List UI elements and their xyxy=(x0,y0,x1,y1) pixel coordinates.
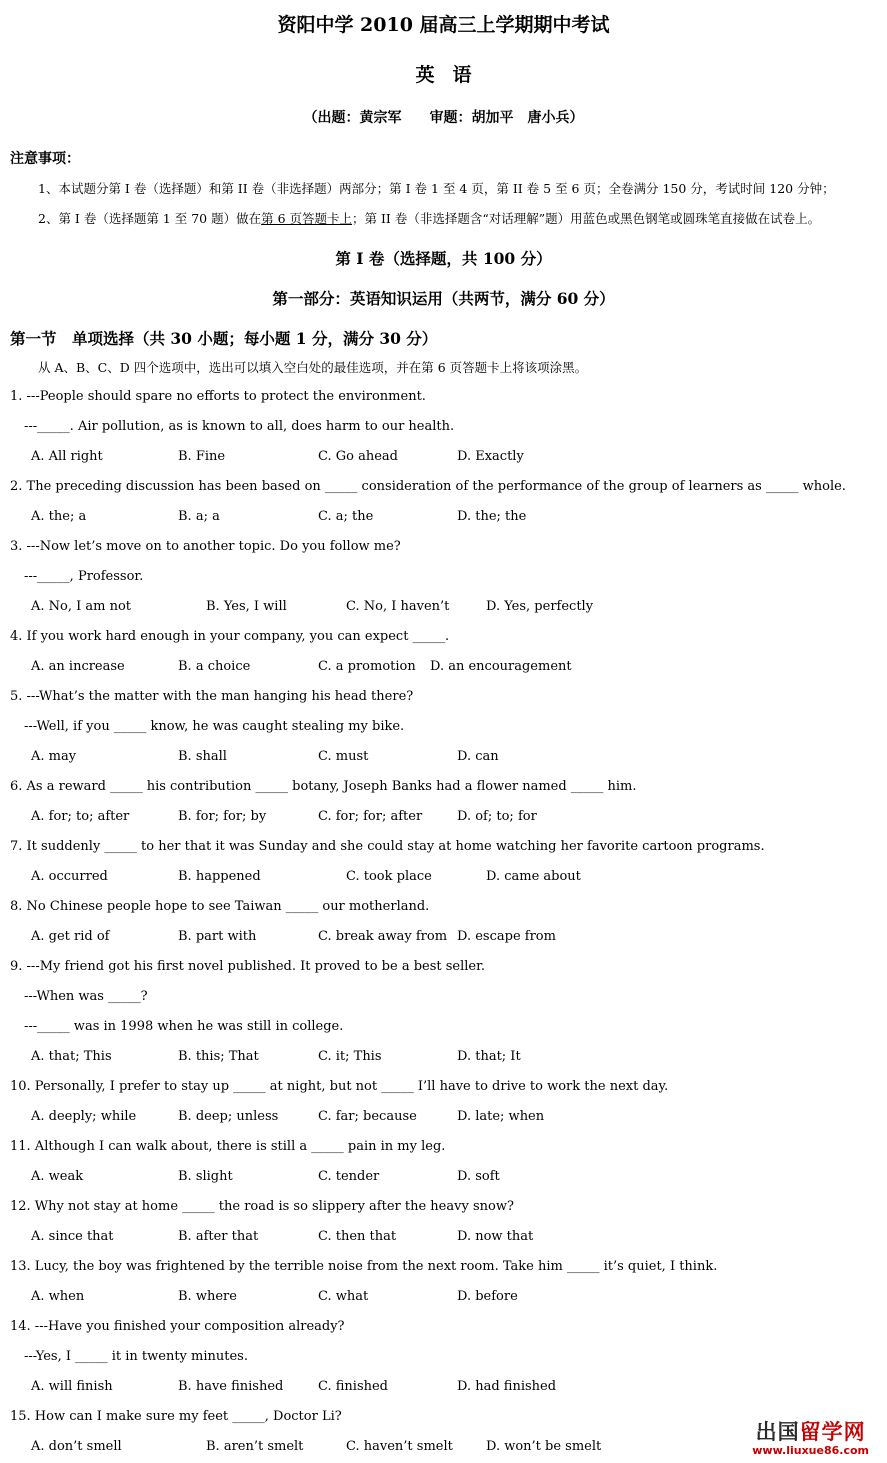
question-13-option-d: D. before xyxy=(457,1289,518,1304)
question-3-line-1: 3. ---Now let’s move on to another topic. Do you follow me? xyxy=(10,539,401,554)
question-14-option-b: B. have finished xyxy=(178,1379,284,1394)
question-8-option-a: A. get rid of xyxy=(31,929,110,944)
question-5-option-b: B. shall xyxy=(178,749,227,764)
question-12-option-b: B. after that xyxy=(178,1229,259,1244)
question-5-option-c: C. must xyxy=(318,749,369,764)
question-1-option-b: B. Fine xyxy=(178,449,226,464)
question-9-line-3: ---_____ was in 1998 when he was still in college. xyxy=(24,1019,344,1034)
question-4-option-a: A. an increase xyxy=(31,659,125,674)
question-1-option-a: A. All right xyxy=(31,449,103,464)
question-10-line-1: 10. Personally, I prefer to stay up _____ at night, but not _____ I’ll have to drive to work the next day. xyxy=(10,1079,669,1094)
question-5-line-2: ---Well, if you _____ know, he was caught stealing my bike. xyxy=(24,719,405,734)
question-8-option-d: D. escape from xyxy=(457,929,556,944)
exam-title: 资阳中学 2010 届高三上学期期中考试 xyxy=(277,14,610,36)
authors-line: （出题：黄宗军 审题：胡加平 唐小兵） xyxy=(303,110,584,126)
question-8-option-c: C. break away from xyxy=(318,929,448,944)
question-12-option-d: D. now that xyxy=(457,1229,534,1244)
note-2-part-a: 2、第 I 卷（选择题第 1 至 70 题）做在 xyxy=(38,211,262,226)
question-15-line-1: 15. How can I make sure my feet _____, Doctor Li? xyxy=(10,1409,342,1424)
question-12-option-c: C. then that xyxy=(318,1229,397,1244)
question-4-option-d: D. an encouragement xyxy=(430,659,572,674)
question-2-option-d: D. the; the xyxy=(457,509,527,524)
watermark-url: www.liuxue86.com xyxy=(752,1444,869,1457)
question-9-line-1: 9. ---My friend got his first novel published. It proved to be a best seller. xyxy=(10,959,486,974)
question-14-line-1: 14. ---Have you finished your composition already? xyxy=(10,1319,345,1334)
section-heading: 第一节 单项选择（共 30 小题；每小题 1 分，满分 30 分） xyxy=(10,329,438,348)
question-5-option-a: A. may xyxy=(31,749,77,764)
question-7-option-d: D. came about xyxy=(486,869,581,884)
question-10-option-b: B. deep; unless xyxy=(178,1109,279,1124)
question-13-option-c: C. what xyxy=(318,1289,369,1304)
question-15-option-b: B. aren’t smelt xyxy=(206,1439,304,1454)
question-6-line-1: 6. As a reward _____ his contribution _____ botany, Joseph Banks had a flower named _____ him. xyxy=(10,779,637,794)
question-9-option-d: D. that; It xyxy=(457,1049,521,1064)
watermark-brand xyxy=(752,1416,869,1446)
question-8-option-b: B. part with xyxy=(178,929,257,944)
question-12-line-1: 12. Why not stay at home _____ the road is so slippery after the heavy snow? xyxy=(10,1199,514,1214)
question-14-option-c: C. finished xyxy=(318,1379,389,1394)
question-3-option-d: D. Yes, perfectly xyxy=(486,599,594,614)
note-2-part-c: ；第 II 卷（非选择题含“对话理解”题）用蓝色或黑色钢笔或圆珠笔直接做在试卷上。 xyxy=(352,211,821,226)
question-14-option-d: D. had finished xyxy=(457,1379,557,1394)
question-13-option-b: B. where xyxy=(178,1289,237,1304)
question-7-option-a: A. occurred xyxy=(31,869,108,884)
question-4-option-c: C. a promotion xyxy=(318,659,416,674)
question-6-option-a: A. for; to; after xyxy=(31,809,130,824)
question-6-option-c: C. for; for; after xyxy=(318,809,423,824)
question-5-line-1: 5. ---What’s the matter with the man hanging his head there? xyxy=(10,689,414,704)
question-11-option-d: D. soft xyxy=(457,1169,500,1184)
question-14-option-a: A. will finish xyxy=(31,1379,113,1394)
notes-heading: 注意事项： xyxy=(10,151,80,167)
note-2 xyxy=(38,209,820,227)
question-1-option-c: C. Go ahead xyxy=(318,449,398,464)
question-7-option-b: B. happened xyxy=(178,869,261,884)
question-2-line-1: 2. The preceding discussion has been based on _____ consideration of the performance of the group of learners as _____ whole. xyxy=(10,479,846,494)
volume-heading: 第 I 卷（选择题，共 100 分） xyxy=(335,249,552,268)
question-2-option-b: B. a; a xyxy=(178,509,220,524)
question-1-line-2: ---_____. Air pollution, as is known to all, does harm to our health. xyxy=(24,419,455,434)
question-2-option-a: A. the; a xyxy=(31,509,87,524)
watermark-brand-a: 出国 xyxy=(755,1420,800,1444)
question-11-line-1: 11. Although I can walk about, there is still a _____ pain in my leg. xyxy=(10,1139,446,1154)
question-13-line-1: 13. Lucy, the boy was frightened by the terrible noise from the next room. Take him _____ it’s quiet, I think. xyxy=(10,1259,718,1274)
question-13-option-a: A. when xyxy=(31,1289,85,1304)
note-2-underlined: 第 6 页答题卡上 xyxy=(261,211,352,226)
question-3-option-a: A. No, I am not xyxy=(31,599,132,614)
question-7-line-1: 7. It suddenly _____ to her that it was Sunday and she could stay at home watching her favorite cartoon programs. xyxy=(10,839,765,854)
subject-title: 英语 xyxy=(415,64,490,86)
question-3-option-b: B. Yes, I will xyxy=(206,599,287,614)
question-6-option-d: D. of; to; for xyxy=(457,809,537,824)
question-9-option-b: B. this; That xyxy=(178,1049,259,1064)
question-15-option-d: D. won’t be smelt xyxy=(486,1439,602,1454)
question-15-option-a: A. don’t smell xyxy=(31,1439,122,1454)
question-14-line-2: ---Yes, I _____ it in twenty minutes. xyxy=(24,1349,248,1364)
question-1-line-1: 1. ---People should spare no efforts to protect the environment. xyxy=(10,389,426,404)
part-heading: 第一部分：英语知识运用（共两节，满分 60 分） xyxy=(272,289,615,308)
question-8-line-1: 8. No Chinese people hope to see Taiwan _____ our motherland. xyxy=(10,899,430,914)
question-4-line-1: 4. If you work hard enough in your company, you can expect _____. xyxy=(10,629,450,644)
question-10-option-a: A. deeply; while xyxy=(31,1109,137,1124)
watermark-brand-b: 留学网 xyxy=(799,1420,866,1444)
question-5-option-d: D. can xyxy=(457,749,499,764)
question-9-line-2: ---When was _____? xyxy=(24,989,148,1004)
question-4-option-b: B. a choice xyxy=(178,659,251,674)
note-1: 1、本试题分第 I 卷（选择题）和第 II 卷（非选择题）两部分；第 I 卷 1 至 4 页，第 II 卷 5 至 6 页；全卷满分 150 分，考试时间 120 分钟； xyxy=(38,181,835,196)
question-3-option-c: C. No, I haven’t xyxy=(346,599,450,614)
question-11-option-b: B. slight xyxy=(178,1169,233,1184)
question-6-option-b: B. for; for; by xyxy=(178,809,267,824)
question-10-option-c: C. far; because xyxy=(318,1109,417,1124)
question-10-option-d: D. late; when xyxy=(457,1109,545,1124)
watermark-logo xyxy=(752,1416,869,1457)
question-9-option-c: C. it; This xyxy=(318,1049,382,1064)
question-7-option-c: C. took place xyxy=(346,869,432,884)
question-12-option-a: A. since that xyxy=(31,1229,114,1244)
question-9-option-a: A. that; This xyxy=(31,1049,112,1064)
section-instruction: 从 A、B、C、D 四个选项中，选出可以填入空白处的最佳选项，并在第 6 页答题卡上将该项涂黑。 xyxy=(38,360,588,375)
question-1-option-d: D. Exactly xyxy=(457,449,524,464)
question-11-option-c: C. tender xyxy=(318,1169,380,1184)
question-3-line-2: ---_____, Professor. xyxy=(24,569,144,584)
question-15-option-c: C. haven’t smelt xyxy=(346,1439,453,1454)
question-11-option-a: A. weak xyxy=(31,1169,84,1184)
question-2-option-c: C. a; the xyxy=(318,509,374,524)
